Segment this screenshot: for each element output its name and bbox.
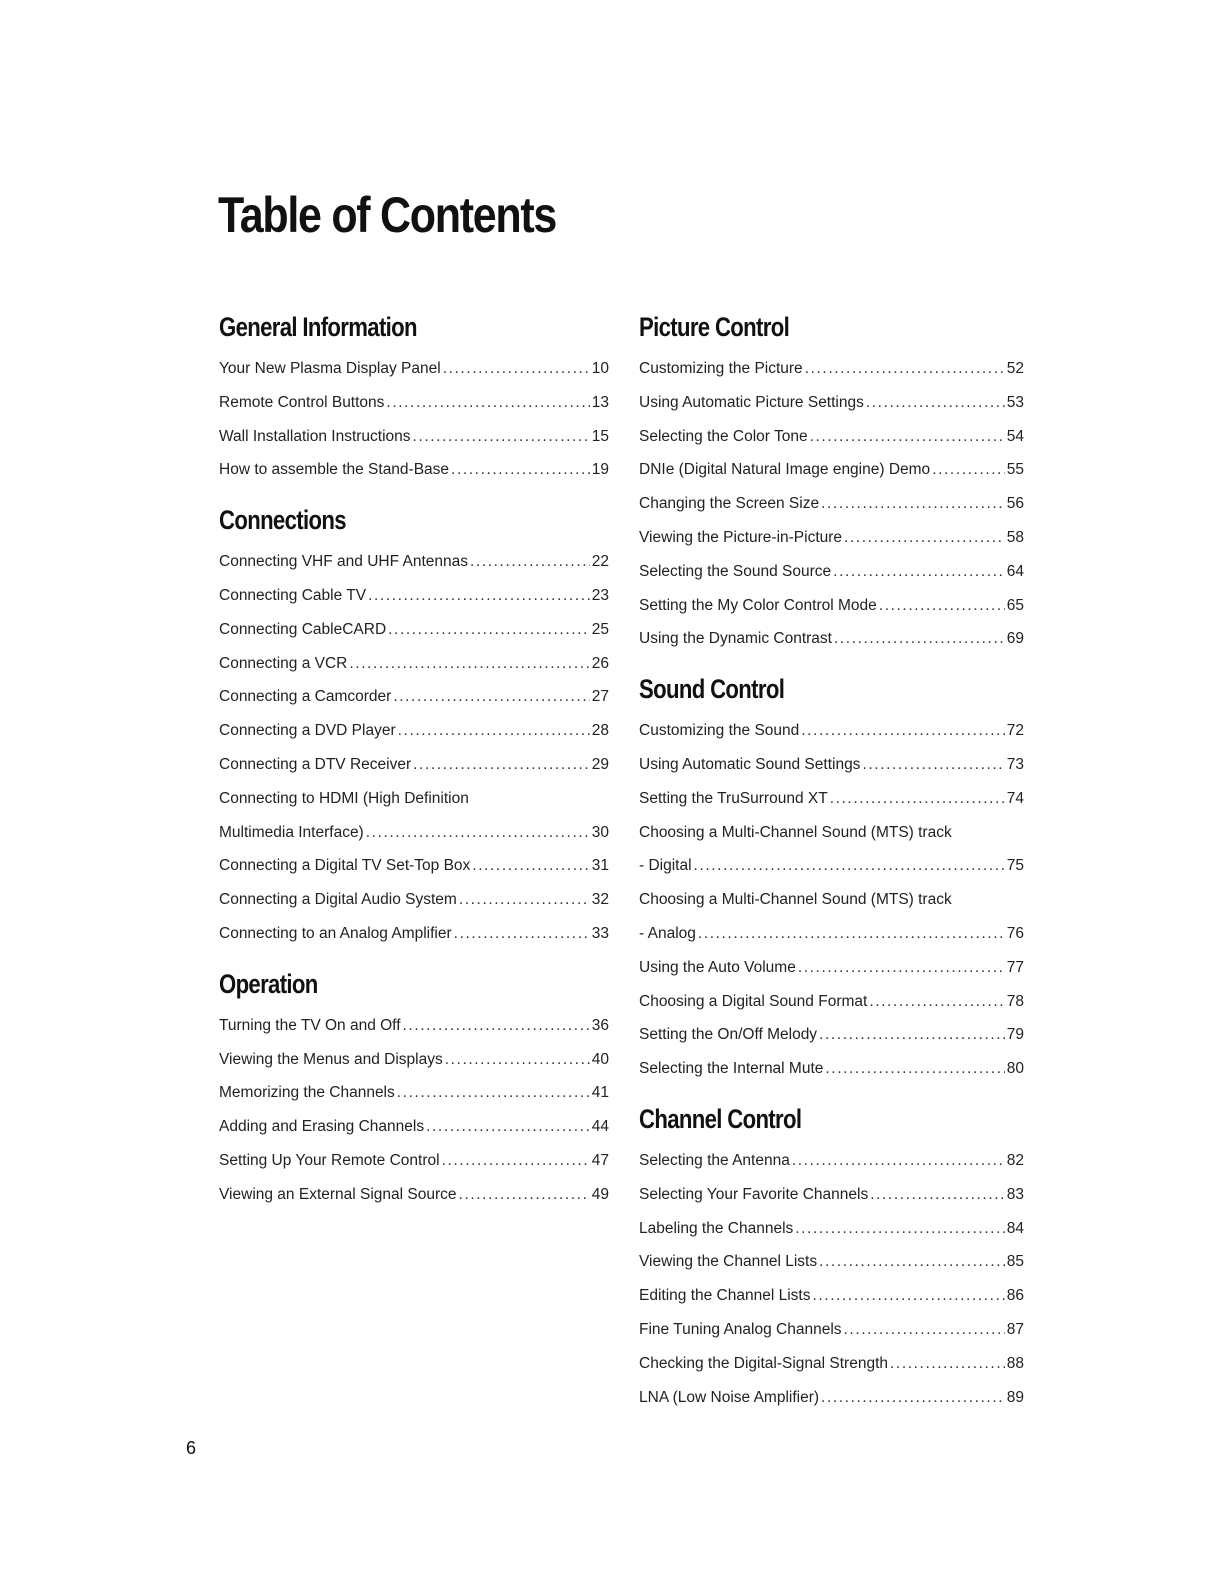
toc-list [639, 1144, 1024, 1414]
toc-entry-page: 33 [591, 924, 609, 942]
dot-leader [694, 849, 1005, 883]
toc-entry-title: Connecting a DVD Player [219, 722, 396, 740]
dot-leader [795, 1212, 1004, 1246]
toc-entry-page: 53 [1006, 393, 1024, 411]
toc-entry-page: 76 [1006, 924, 1024, 942]
toc-entry-page: 27 [591, 688, 609, 706]
dot-leader [698, 917, 1005, 951]
toc-entry[interactable] [639, 1279, 1024, 1313]
toc-entry[interactable] [639, 782, 1024, 816]
toc-entry-title-cont: - Digital [639, 857, 692, 875]
toc-entry[interactable] [639, 1212, 1024, 1246]
toc-entry-page: 64 [1006, 562, 1024, 580]
dot-leader [792, 1144, 1005, 1178]
toc-entry-title: Labeling the Channels [639, 1219, 794, 1237]
dot-leader [870, 1178, 1005, 1212]
dot-leader [368, 579, 590, 613]
toc-entry-title: Your New Plasma Display Panel [219, 360, 441, 377]
toc-entry-page: 49 [591, 1185, 609, 1203]
toc-entry[interactable] [639, 521, 1024, 555]
toc-entry[interactable] [219, 782, 609, 850]
toc-entry[interactable] [639, 352, 1024, 386]
dot-leader [932, 453, 1005, 487]
dot-leader [890, 1347, 1005, 1381]
toc-list [639, 714, 1024, 1086]
toc-entry-page: 31 [591, 857, 609, 875]
right-column [639, 310, 1024, 1430]
toc-entry-page: 25 [591, 620, 609, 638]
dot-leader [844, 521, 1005, 555]
toc-entry-title: Adding and Erasing Channels [219, 1118, 425, 1136]
dot-leader [388, 613, 590, 647]
dot-leader [821, 487, 1005, 521]
toc-entry-title: Connecting a Camcorder [219, 688, 392, 706]
toc-entry-title: Connecting VHF and UHF Antennas [219, 553, 468, 571]
dot-leader [349, 647, 589, 681]
toc-entry[interactable] [639, 1313, 1024, 1347]
section-heading: Sound Control [639, 674, 785, 705]
toc-entry[interactable] [639, 1018, 1024, 1052]
toc-entry[interactable] [639, 1381, 1024, 1415]
toc-entry[interactable] [639, 1052, 1024, 1086]
toc-entry-page: 10 [591, 360, 609, 377]
toc-entry-page: 88 [1006, 1354, 1024, 1372]
toc-entry-page: 65 [1006, 596, 1024, 614]
toc-entry-title: Connecting Cable TV [219, 586, 367, 604]
toc-entry[interactable] [219, 1178, 609, 1212]
toc-entry-title: Selecting the Sound Source [639, 562, 832, 580]
toc-entry-title: Fine Tuning Analog Channels [639, 1320, 842, 1338]
toc-entry-page: 85 [1006, 1253, 1024, 1271]
toc-entry-page: 73 [1006, 755, 1024, 773]
dot-leader [879, 589, 1005, 623]
toc-entry-title: Using Automatic Picture Settings [639, 393, 864, 411]
toc-entry-title: Wall Installation Instructions [219, 427, 411, 445]
dot-leader [443, 352, 590, 386]
toc-entry-title: Setting the On/Off Melody [639, 1026, 818, 1044]
toc-entry[interactable] [639, 453, 1024, 487]
dot-leader [398, 714, 590, 748]
toc-entry-page: 32 [591, 891, 609, 909]
toc-entry[interactable] [219, 917, 609, 951]
toc-entry[interactable] [219, 386, 609, 420]
dot-leader [413, 748, 590, 782]
toc-entry-title: Setting the TruSurround XT [639, 789, 828, 807]
section-picture-control [639, 310, 1024, 656]
toc-entry-title: Setting Up Your Remote Control [219, 1151, 440, 1169]
section-heading: Operation [219, 968, 318, 999]
toc-entry-title: Selecting the Antenna [639, 1151, 790, 1169]
toc-entry-title: Selecting the Color Tone [639, 427, 808, 445]
toc-entry[interactable] [219, 647, 609, 681]
toc-entry[interactable] [639, 589, 1024, 623]
dot-leader [445, 1043, 590, 1077]
toc-entry-title: How to assemble the Stand-Base [219, 461, 450, 479]
toc-entry-row [639, 849, 1024, 883]
toc-entry[interactable] [639, 1347, 1024, 1381]
toc-entry[interactable] [219, 1043, 609, 1077]
dot-leader [472, 849, 589, 883]
dot-leader [454, 917, 590, 951]
toc-entry[interactable] [219, 352, 609, 386]
dot-leader [459, 883, 590, 917]
toc-list [219, 352, 609, 487]
toc-entry[interactable] [219, 1144, 609, 1178]
toc-entry-title: Connecting a Digital Audio System [219, 891, 457, 909]
dot-leader [834, 622, 1005, 656]
section-general-information [219, 310, 609, 487]
dot-leader [413, 420, 590, 454]
dot-leader [459, 1178, 590, 1212]
dot-leader [426, 1110, 590, 1144]
toc-entry-page: 52 [1006, 360, 1024, 377]
toc-entry-title: Using the Auto Volume [639, 958, 796, 976]
dot-leader [819, 1245, 1005, 1279]
toc-entry[interactable] [639, 748, 1024, 782]
toc-entry[interactable] [639, 420, 1024, 454]
dot-leader [821, 1381, 1005, 1415]
toc-entry-page: 82 [1006, 1151, 1024, 1169]
toc-entry-title: Checking the Digital-Signal Strength [639, 1354, 888, 1372]
toc-entry-title-cont: Multimedia Interface) [219, 823, 364, 841]
toc-entry[interactable] [639, 714, 1024, 748]
section-heading: Picture Control [639, 312, 790, 342]
dot-leader [810, 420, 1005, 454]
toc-entry-page: 79 [1006, 1026, 1024, 1044]
toc-entry-title: Using Automatic Sound Settings [639, 755, 861, 773]
toc-entry-title: Choosing a Multi-Channel Sound (MTS) track [639, 891, 952, 909]
dot-leader [830, 782, 1005, 816]
toc-entry-title: Using the Dynamic Contrast [639, 630, 832, 648]
section-operation [219, 967, 609, 1212]
toc-entry-page: 84 [1006, 1219, 1024, 1237]
toc-entry-title: Choosing a Multi-Channel Sound (MTS) track [639, 823, 952, 841]
section-sound-control [639, 672, 1024, 1086]
toc-entry-title: Editing the Channel Lists [639, 1287, 811, 1305]
toc-entry-page: 87 [1006, 1320, 1024, 1338]
toc-entry-title: Memorizing the Channels [219, 1084, 395, 1102]
toc-entry[interactable] [219, 545, 609, 579]
section-channel-control [639, 1102, 1024, 1414]
dot-leader [869, 985, 1004, 1019]
toc-entry-page: 47 [591, 1151, 609, 1169]
toc-entry[interactable] [639, 951, 1024, 985]
dot-leader [442, 1144, 590, 1178]
toc-entry[interactable] [639, 1245, 1024, 1279]
toc-entry-page: 69 [1006, 630, 1024, 648]
toc-entry[interactable] [639, 816, 1024, 884]
toc-entry-page: 55 [1006, 461, 1024, 479]
toc-entry-page: 23 [591, 586, 609, 604]
toc-entry-title: Viewing the Menus and Displays [219, 1050, 443, 1068]
toc-entry-title: Customizing the Sound [639, 722, 800, 740]
toc-entry-page: 80 [1006, 1060, 1024, 1078]
toc-entry[interactable] [639, 555, 1024, 589]
section-heading: Connections [219, 505, 346, 536]
toc-entry[interactable] [639, 622, 1024, 656]
dot-leader [798, 951, 1005, 985]
toc-entry-row [639, 917, 1024, 951]
toc-entry-title-cont: - Analog [639, 924, 696, 942]
toc-entry[interactable] [219, 453, 609, 487]
toc-entry-title: Remote Control Buttons [219, 393, 385, 411]
toc-entry-title: Setting the My Color Control Mode [639, 596, 877, 614]
toc-entry-page: 19 [591, 461, 609, 479]
toc-entry[interactable] [639, 883, 1024, 951]
toc-entry[interactable] [219, 579, 609, 613]
section-heading: General Information [219, 312, 417, 342]
toc-entry-page: 44 [591, 1118, 609, 1136]
left-column [219, 310, 609, 1228]
dot-leader [451, 453, 590, 487]
toc-entry-page: 28 [591, 722, 609, 740]
toc-entry[interactable] [219, 1110, 609, 1144]
toc-entry-page: 77 [1006, 958, 1024, 976]
dot-leader [825, 1052, 1004, 1086]
toc-list [219, 1009, 609, 1212]
dot-leader [366, 816, 590, 850]
dot-leader [812, 1279, 1004, 1313]
dot-leader [393, 680, 589, 714]
dot-leader [862, 748, 1004, 782]
toc-entry-page: 78 [1006, 992, 1024, 1010]
toc-entry[interactable] [639, 985, 1024, 1019]
page-number: 6 [186, 1438, 197, 1458]
toc-entry[interactable] [219, 613, 609, 647]
toc-entry[interactable] [219, 420, 609, 454]
toc-entry-page: 56 [1006, 495, 1024, 513]
toc-entry[interactable] [219, 748, 609, 782]
toc-entry-title: Connecting a Digital TV Set-Top Box [219, 857, 471, 875]
dot-leader [386, 386, 589, 420]
toc-entry[interactable] [639, 1178, 1024, 1212]
toc-entry-row [219, 816, 609, 850]
toc-entry-title: Connecting CableCARD [219, 620, 387, 638]
toc-entry[interactable] [219, 1009, 609, 1043]
toc-entry-page: 75 [1006, 857, 1024, 875]
toc-entry-title: Changing the Screen Size [639, 495, 820, 513]
toc-entry-title: LNA (Low Noise Amplifier) [639, 1388, 820, 1406]
toc-entry-page: 41 [591, 1084, 609, 1102]
toc-entry-page: 54 [1006, 427, 1024, 445]
toc-entry-page: 58 [1006, 528, 1024, 546]
section-heading: Channel Control [639, 1103, 802, 1134]
toc-entry-page: 86 [1006, 1287, 1024, 1305]
toc-entry-page: 83 [1006, 1185, 1024, 1203]
toc-entry-page: 89 [1006, 1388, 1024, 1406]
dot-leader [403, 1009, 590, 1043]
toc-entry-page: 26 [591, 654, 609, 672]
toc-entry-page: 72 [1006, 722, 1024, 740]
toc-entry[interactable] [219, 1076, 609, 1110]
toc-entry[interactable] [639, 487, 1024, 521]
dot-leader [844, 1313, 1005, 1347]
toc-entry[interactable] [219, 680, 609, 714]
toc-entry[interactable] [219, 849, 609, 883]
dot-leader [801, 714, 1004, 748]
toc-entry-title: Customizing the Picture [639, 360, 803, 377]
toc-entry-title: DNIe (Digital Natural Image engine) Demo [639, 461, 931, 479]
toc-entry-page: 22 [591, 553, 609, 571]
toc-entry[interactable] [639, 386, 1024, 420]
toc-entry-page: 13 [591, 393, 609, 411]
toc-entry-title: Selecting the Internal Mute [639, 1060, 824, 1078]
toc-entry-page: 74 [1006, 789, 1024, 807]
page-title: Table of Contents [218, 187, 556, 243]
toc-entry-title: Selecting Your Favorite Channels [639, 1185, 869, 1203]
dot-leader [833, 555, 1005, 589]
toc-entry-title: Turning the TV On and Off [219, 1016, 401, 1034]
dot-leader [470, 545, 590, 579]
dot-leader [866, 386, 1005, 420]
dot-leader [805, 352, 1005, 386]
toc-entry-page: 30 [591, 823, 609, 841]
toc-list [219, 545, 609, 951]
toc-entry-title: Connecting a VCR [219, 654, 348, 672]
toc-entry-title: Viewing the Channel Lists [639, 1253, 818, 1271]
dot-leader [819, 1018, 1005, 1052]
toc-entry-title: Choosing a Digital Sound Format [639, 992, 868, 1010]
section-connections [219, 503, 609, 951]
toc-entry[interactable] [219, 883, 609, 917]
toc-entry[interactable] [639, 1144, 1024, 1178]
toc-entry-page: 36 [591, 1016, 609, 1034]
toc-entry-title: Connecting to HDMI (High Definition [219, 789, 469, 807]
toc-entry-title: Connecting to an Analog Amplifier [219, 924, 452, 942]
toc-entry-title: Connecting a DTV Receiver [219, 755, 412, 773]
toc-entry-page: 29 [591, 755, 609, 773]
toc-entry[interactable] [219, 714, 609, 748]
toc-entry-title: Viewing an External Signal Source [219, 1185, 457, 1203]
toc-entry-title: Viewing the Picture-in-Picture [639, 528, 843, 546]
dot-leader [397, 1076, 590, 1110]
toc-entry-page: 40 [591, 1050, 609, 1068]
toc-entry-page: 15 [591, 427, 609, 445]
toc-list [639, 352, 1024, 656]
